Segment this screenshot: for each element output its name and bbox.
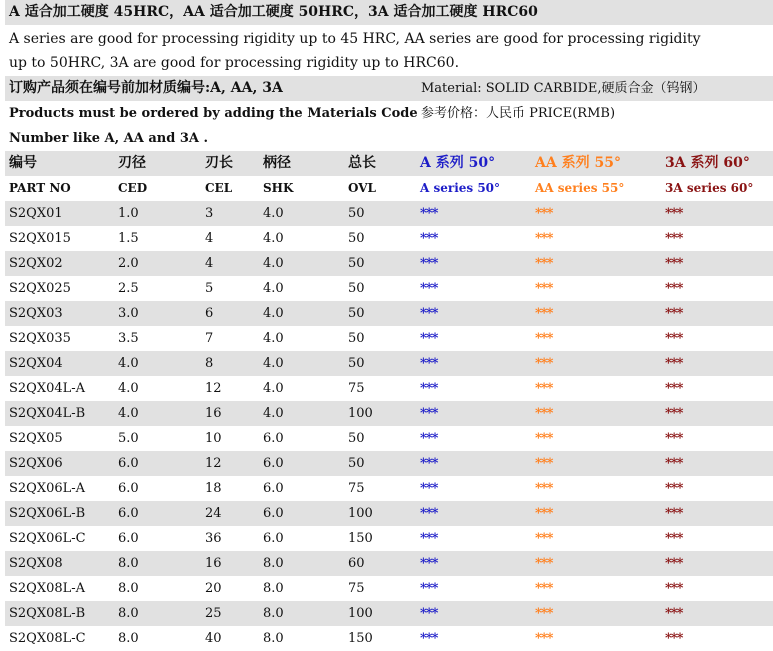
cell-aa-series: *** [535,231,553,246]
cell-3a-series: *** [665,531,683,546]
cell-a-series: *** [420,381,438,396]
cell-cel: 20 [205,581,222,596]
header-ovl: 总长 [348,155,376,171]
cell-shk: 4.0 [263,206,284,221]
cell-aa-series: *** [535,206,553,221]
cell-3a-series: *** [665,281,683,296]
cell-shk: 4.0 [263,231,284,246]
cell-aa-series: *** [535,531,553,546]
cell-ovl: 50 [348,456,365,471]
cell-part-no: S2QX01 [9,206,63,221]
cell-ovl: 150 [348,631,373,646]
cell-shk: 6.0 [263,456,284,471]
cell-cel: 8 [205,356,214,371]
cell-part-no: S2QX08 [9,556,63,571]
cell-cel: 10 [205,431,222,446]
note-hardness-en-line1: A series are good for processing rigidity up to 45 HRC, AA series are good for processing rigidity [9,31,701,47]
table-row [5,276,773,301]
cell-shk: 4.0 [263,281,284,296]
cell-a-series: *** [420,356,438,371]
cell-shk: 8.0 [263,631,284,646]
cell-a-series: *** [420,231,438,246]
cell-a-series: *** [420,606,438,621]
cell-ovl: 60 [348,556,365,571]
cell-aa-series: *** [535,381,553,396]
cell-part-no: S2QX08L-B [9,606,86,621]
cell-part-no: S2QX06L-C [9,531,86,546]
cell-a-series: *** [420,581,438,596]
header-ced: CED [118,181,148,195]
cell-cel: 16 [205,406,222,421]
cell-3a-series: *** [665,381,683,396]
cell-a-series: *** [420,281,438,296]
cell-part-no: S2QX04L-A [9,381,86,396]
cell-cel: 25 [205,606,222,621]
cell-part-no: S2QX06L-B [9,506,86,521]
cell-part-no: S2QX035 [9,331,71,346]
cell-ovl: 100 [348,406,373,421]
cell-part-no: S2QX015 [9,231,71,246]
table-row [5,551,773,576]
cell-a-series: *** [420,256,438,271]
order-price-row [5,101,773,151]
table-row [5,251,773,276]
table-row [5,526,773,551]
table-header-en [5,176,773,201]
cell-shk: 4.0 [263,406,284,421]
cell-part-no: S2QX06L-A [9,481,86,496]
cell-aa-series: *** [535,281,553,296]
cell-ced: 8.0 [118,581,139,596]
cell-ced: 8.0 [118,556,139,571]
cell-a-series: *** [420,431,438,446]
cell-ovl: 50 [348,281,365,296]
cell-ced: 2.5 [118,281,139,296]
cell-ovl: 50 [348,231,365,246]
cell-cel: 16 [205,556,222,571]
cell-cel: 3 [205,206,214,221]
table-row [5,401,773,426]
cell-cel: 6 [205,306,214,321]
cell-a-series: *** [420,481,438,496]
cell-ovl: 50 [348,256,365,271]
cell-ovl: 50 [348,331,365,346]
cell-a-series: *** [420,306,438,321]
cell-ovl: 50 [348,356,365,371]
header-shk: 柄径 [263,155,291,171]
cell-aa-series: *** [535,606,553,621]
cell-part-no: S2QX03 [9,306,63,321]
cell-cel: 18 [205,481,222,496]
header-part-no: 编号 [9,155,37,171]
cell-ovl: 150 [348,531,373,546]
cell-a-series: *** [420,506,438,521]
header-cel: 刃长 [205,155,233,171]
material-note: Material: SOLID CARBIDE,硬质合金（钨钢） [421,81,706,96]
cell-ced: 8.0 [118,631,139,646]
header-aa-series: AA series 55° [535,181,625,195]
cell-a-series: *** [420,406,438,421]
cell-aa-series: *** [535,456,553,471]
cell-3a-series: *** [665,481,683,496]
cell-part-no: S2QX04 [9,356,63,371]
cell-cel: 4 [205,256,214,271]
cell-a-series: *** [420,531,438,546]
cell-ced: 1.0 [118,206,139,221]
cell-3a-series: *** [665,406,683,421]
order-material-row [5,76,773,101]
cell-3a-series: *** [665,256,683,271]
cell-ced: 4.0 [118,406,139,421]
cell-aa-series: *** [535,331,553,346]
cell-shk: 4.0 [263,256,284,271]
cell-ced: 6.0 [118,531,139,546]
cell-3a-series: *** [665,331,683,346]
table-row [5,326,773,351]
cell-aa-series: *** [535,506,553,521]
cell-ovl: 75 [348,581,365,596]
table-row [5,476,773,501]
header-a-series: A series 50° [420,181,501,195]
header-3a-series: 3A series 60° [665,181,754,195]
cell-ced: 6.0 [118,481,139,496]
cell-aa-series: *** [535,256,553,271]
table-row [5,601,773,626]
cell-part-no: S2QX06 [9,456,63,471]
cell-ced: 8.0 [118,606,139,621]
cell-ced: 1.5 [118,231,139,246]
table-row [5,301,773,326]
cell-ced: 2.0 [118,256,139,271]
cell-ced: 5.0 [118,431,139,446]
note-hardness-en-line2: up to 50HRC, 3A are good for processing rigidity up to HRC60. [9,55,460,71]
note-hardness-en [5,25,773,75]
cell-a-series: *** [420,456,438,471]
order-note-cn: 订购产品须在编号前加材质编号:A, AA, 3A [9,80,283,96]
header-cel: CEL [205,181,233,195]
cell-ovl: 100 [348,506,373,521]
cell-3a-series: *** [665,356,683,371]
header-3a-series: 3A 系列 60° [665,155,750,171]
cell-aa-series: *** [535,481,553,496]
cell-aa-series: *** [535,356,553,371]
cell-cel: 4 [205,231,214,246]
order-note-en-line1: Products must be ordered by adding the Materials Code [9,106,418,121]
cell-cel: 36 [205,531,222,546]
table-row [5,201,773,226]
table-row [5,376,773,401]
cell-shk: 4.0 [263,381,284,396]
cell-cel: 12 [205,381,222,396]
note-hardness-cn [5,0,773,25]
cell-aa-series: *** [535,556,553,571]
table-row [5,501,773,526]
cell-shk: 8.0 [263,581,284,596]
cell-cel: 7 [205,331,214,346]
cell-3a-series: *** [665,581,683,596]
header-ced: 刃径 [118,155,146,171]
cell-3a-series: *** [665,231,683,246]
header-part-no: PART NO [9,181,71,195]
cell-part-no: S2QX025 [9,281,71,296]
cell-cel: 12 [205,456,222,471]
cell-ovl: 75 [348,481,365,496]
cell-shk: 6.0 [263,481,284,496]
cell-3a-series: *** [665,631,683,646]
cell-3a-series: *** [665,431,683,446]
price-note: 参考价格：人民币 PRICE(RMB) [421,106,616,121]
cell-cel: 24 [205,506,222,521]
table-header-cn [5,151,773,176]
cell-aa-series: *** [535,631,553,646]
table-row [5,351,773,376]
table-row [5,226,773,251]
cell-3a-series: *** [665,556,683,571]
cell-part-no: S2QX08L-C [9,631,86,646]
cell-3a-series: *** [665,306,683,321]
cell-3a-series: *** [665,506,683,521]
cell-a-series: *** [420,331,438,346]
cell-shk: 6.0 [263,431,284,446]
cell-shk: 8.0 [263,606,284,621]
cell-ovl: 100 [348,606,373,621]
spec-sheet [5,0,773,648]
cell-part-no: S2QX08L-A [9,581,86,596]
cell-part-no: S2QX04L-B [9,406,86,421]
cell-cel: 5 [205,281,214,296]
cell-a-series: *** [420,206,438,221]
note-hardness-cn-text: A 适合加工硬度 45HRC，AA 适合加工硬度 50HRC，3A 适合加工硬度 HRC60 [9,4,538,20]
cell-ced: 3.5 [118,331,139,346]
cell-shk: 4.0 [263,331,284,346]
table-row [5,576,773,601]
cell-ovl: 75 [348,381,365,396]
header-ovl: OVL [348,181,376,195]
cell-ced: 6.0 [118,506,139,521]
cell-ovl: 50 [348,206,365,221]
cell-shk: 6.0 [263,506,284,521]
cell-part-no: S2QX05 [9,431,63,446]
cell-ovl: 50 [348,306,365,321]
cell-ced: 3.0 [118,306,139,321]
cell-shk: 6.0 [263,531,284,546]
order-note-en-line2: Number like A, AA and 3A . [9,131,209,146]
cell-3a-series: *** [665,606,683,621]
cell-shk: 4.0 [263,306,284,321]
header-aa-series: AA 系列 55° [535,155,621,171]
table-row [5,426,773,451]
cell-3a-series: *** [665,206,683,221]
table-row [5,626,773,651]
cell-ced: 4.0 [118,356,139,371]
cell-aa-series: *** [535,431,553,446]
cell-cel: 40 [205,631,222,646]
header-a-series: A 系列 50° [420,155,496,171]
table-row [5,451,773,476]
cell-a-series: *** [420,556,438,571]
header-shk: SHK [263,181,294,195]
cell-a-series: *** [420,631,438,646]
cell-aa-series: *** [535,306,553,321]
cell-ced: 4.0 [118,381,139,396]
cell-ced: 6.0 [118,456,139,471]
cell-part-no: S2QX02 [9,256,63,271]
cell-aa-series: *** [535,406,553,421]
cell-shk: 8.0 [263,556,284,571]
cell-aa-series: *** [535,581,553,596]
cell-ovl: 50 [348,431,365,446]
cell-3a-series: *** [665,456,683,471]
cell-shk: 4.0 [263,356,284,371]
